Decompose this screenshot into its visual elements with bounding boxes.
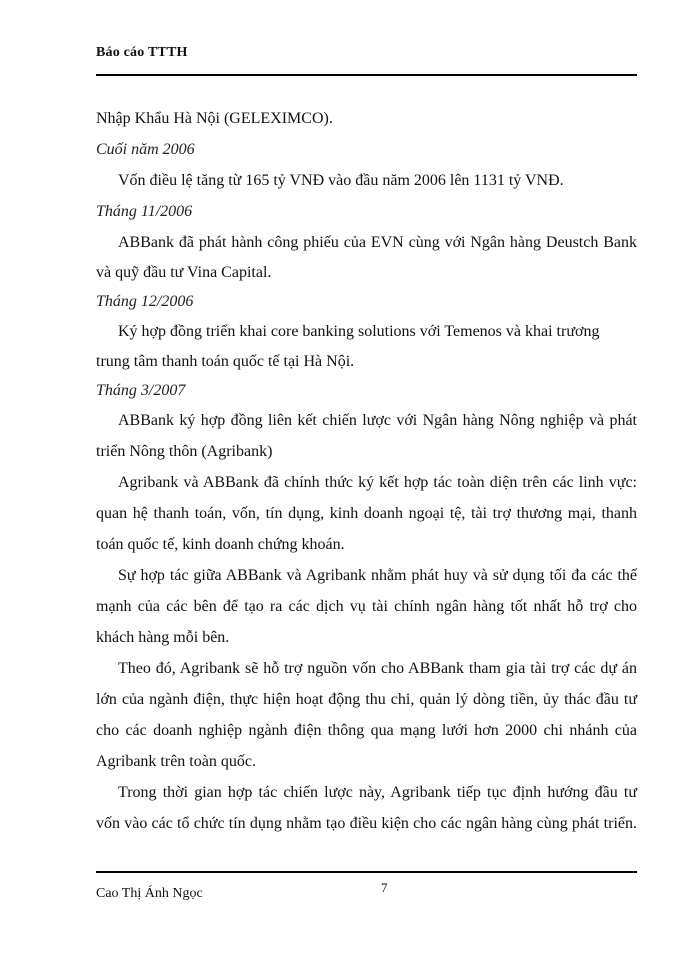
body-line: Sự hợp tác giữa ABBank và Agribank nhằm phát huy và sử dụng tối đa các thế <box>118 567 637 584</box>
body-line: trung tâm thanh toán quốc tế tại Hà Nội. <box>96 353 355 370</box>
body-line: lớn của ngành điện, thực hiện hoạt động thu chi, quản lý dòng tiền, ủy thác đầu tư <box>96 691 637 708</box>
header-title: Báo cáo TTTH <box>96 45 188 60</box>
body-line: cho các doanh nghiệp ngành điện thông qua mạng lưới hơn 2000 chi nhánh của <box>96 722 637 739</box>
body-line: Vốn điều lệ tăng từ 165 tỷ VNĐ vào đầu năm 2006 lên 1131 tỷ VNĐ. <box>118 172 564 189</box>
body-line: vốn vào các tổ chức tín dụng nhằm tạo điều kiện cho các ngân hàng cùng phát triển. <box>96 815 637 832</box>
body-line: mạnh của các bên để tạo ra các dịch vụ tài chính ngân hàng tốt nhất hỗ trợ cho <box>96 598 637 615</box>
footer-rule <box>96 871 637 873</box>
section-heading: Tháng 12/2006 <box>96 293 194 310</box>
section-heading: Tháng 11/2006 <box>96 203 193 220</box>
section-heading: Tháng 3/2007 <box>96 382 186 399</box>
body-line: triển Nông thôn (Agribank) <box>96 443 273 460</box>
body-line: Ký hợp đồng triển khai core banking solutions với Temenos và khai trương <box>118 323 600 340</box>
body-line: ABBank ký hợp đồng liên kết chiến lược với Ngân hàng Nông nghiệp và phát <box>118 412 637 429</box>
body-line: Trong thời gian hợp tác chiến lược này, Agribank tiếp tục định hướng đầu tư <box>118 784 637 801</box>
document-body <box>96 103 637 839</box>
body-line: ABBank đã phát hành công phiếu của EVN cùng với Ngân hàng Deustch Bank <box>118 234 637 251</box>
footer-author: Cao Thị Ánh Ngọc <box>96 886 203 901</box>
header-rule <box>96 74 637 76</box>
body-line: và quỹ đầu tư Vina Capital. <box>96 264 272 281</box>
body-line: Agribank trên toàn quốc. <box>96 753 256 770</box>
section-heading: Cuối năm 2006 <box>96 141 195 158</box>
body-line: quan hệ thanh toán, vốn, tín dụng, kinh doanh ngoại tệ, tài trợ thương mại, thanh <box>96 505 637 522</box>
body-line: toán quốc tế, kinh doanh chứng khoán. <box>96 536 345 553</box>
body-line: Nhập Khẩu Hà Nội (GELEXIMCO). <box>96 110 333 127</box>
page-number: 7 <box>381 880 388 895</box>
body-line: Agribank và ABBank đã chính thức ký kết hợp tác toàn diện trên các linh vực: <box>118 474 637 491</box>
body-line: Theo đó, Agribank sẽ hỗ trợ nguồn vốn cho ABBank tham gia tài trợ các dự án <box>118 660 637 677</box>
body-line: khách hàng mỗi bên. <box>96 629 230 646</box>
